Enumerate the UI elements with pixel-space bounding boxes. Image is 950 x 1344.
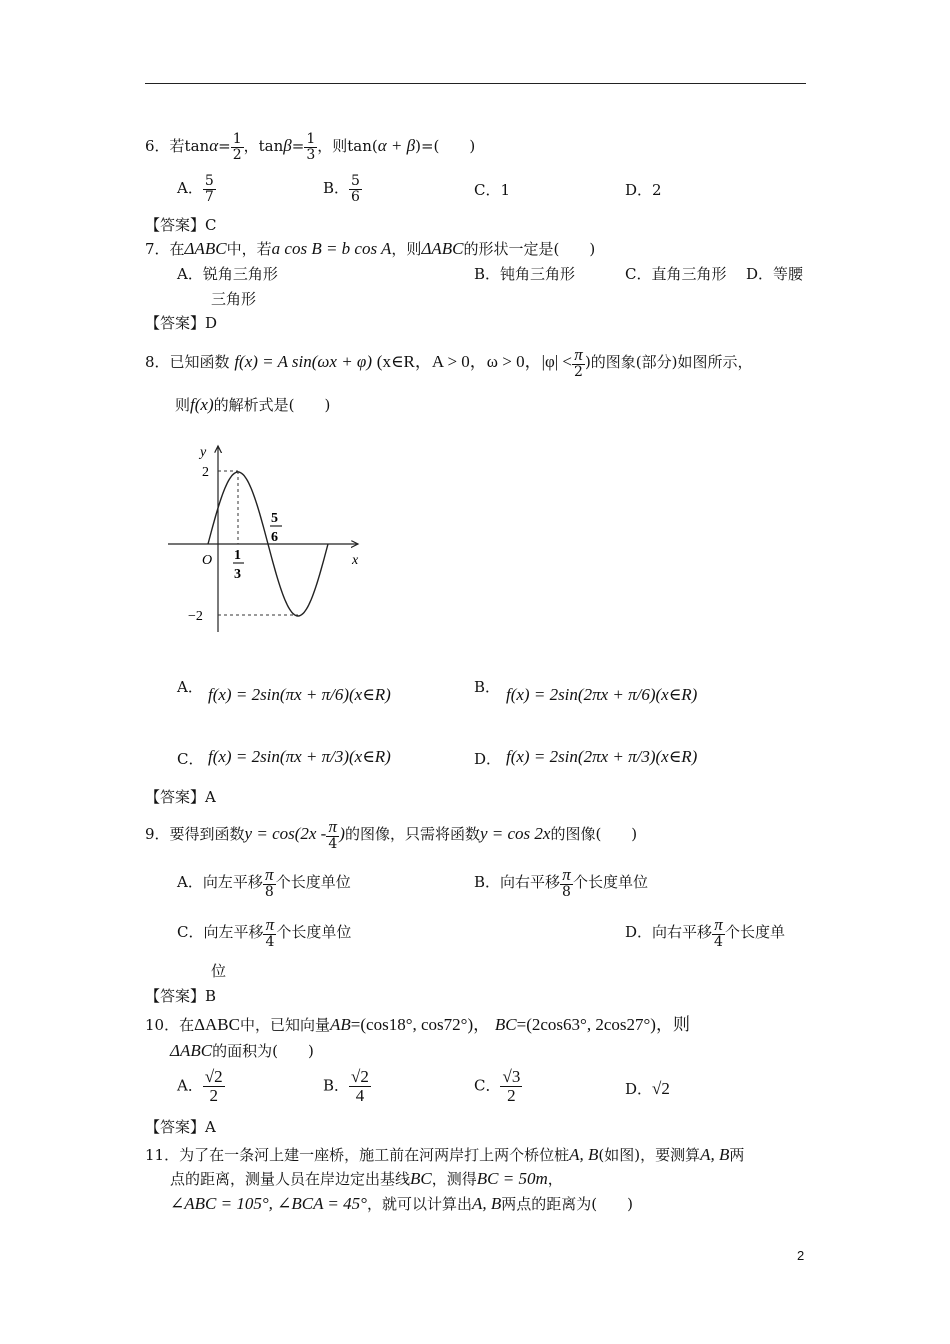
y-max-label: 2 [202, 465, 209, 480]
x1-numerator: 1 [234, 548, 241, 563]
q11-line1: 11．为了在一条河上建一座桥，施工前在河两岸打上两个桥位桩A, B(如图)，要测算A, B两 [145, 1145, 745, 1164]
q6-option-a[interactable]: A． $\frac{5}{7}$ [177, 173, 214, 205]
q6-option-b[interactable]: B． $\frac{5}{6}$ [323, 173, 360, 205]
q8-option-d-formula: f(x) = 2sin(2πx + π/3)(x∈R) [506, 747, 698, 766]
q7-option-b[interactable]: B．钝角三角形 [474, 265, 576, 283]
q10-option-d[interactable]: D．√2 [625, 1079, 670, 1098]
q10-option-a[interactable]: A． $\frac{√2}{2}$ [177, 1067, 223, 1105]
y-min-label: −2 [188, 609, 203, 624]
q8-option-d[interactable]: D． [474, 750, 502, 768]
x2-numerator: 5 [271, 511, 278, 526]
x1-denominator: 3 [234, 567, 241, 582]
fraction: $\frac{1}{3}$ [306, 131, 316, 163]
origin-label: O [202, 553, 213, 568]
q7-option-a[interactable]: A．锐角三角形 [177, 265, 278, 283]
q8-stem: 8．已知函数 f(x) = A sin(ωx + φ) (x∈R，A > 0，ω > 0，|φ| < $\frac{\pi}{2}$ )的图象(部分)如图所示， [145, 345, 753, 380]
x-axis-label: x [352, 553, 359, 568]
q6-option-c[interactable]: C．1 [474, 181, 511, 199]
q9-answer: 【答案】B [145, 987, 217, 1005]
q8-option-c[interactable]: C． [177, 750, 204, 768]
q10-option-c[interactable]: C． $\frac{√3}{2}$ [474, 1067, 521, 1105]
header-rule [145, 83, 806, 84]
q8-option-c-formula: f(x) = 2sin(πx + π/3)(x∈R) [208, 747, 391, 766]
q10-answer: 【答案】A [145, 1118, 216, 1136]
q10-option-b[interactable]: B． $\frac{√2}{4}$ [323, 1067, 369, 1105]
q7-option-d[interactable]: D．等腰 [746, 265, 804, 283]
q7-option-d-cont: 三角形 [211, 290, 257, 308]
fraction: $\frac{1}{2}$ [232, 131, 242, 163]
q8-answer: 【答案】A [145, 788, 216, 806]
q8-option-b-formula: f(x) = 2sin(2πx + π/6)(x∈R) [506, 685, 698, 704]
q8-option-a[interactable]: A． [177, 678, 203, 696]
q10-stem: 10．在ΔABC中，已知向量AB=(cos18°, cos72°)， BC=(2cos63°, 2cos27°)，则 [145, 1015, 690, 1034]
q9-option-d-cont: 位 [211, 962, 227, 980]
q7-answer: 【答案】D [145, 314, 218, 332]
q9-stem: 9．要得到函数y = cos(2x - $\frac{\pi}{4}$ )的图像，只需将函数y = cos 2x的图像( ) [145, 817, 638, 852]
q6-option-d[interactable]: D．2 [625, 181, 662, 199]
q8-stem-line2: 则f(x)的解析式是( ) [175, 395, 331, 414]
q9-option-b[interactable]: B．向右平移 $\frac{\pi}{8}$ 个长度单位 [474, 865, 648, 900]
x2-denominator: 6 [271, 530, 278, 545]
q7-stem: 7．在ΔABC中，若a cos B = b cos A，则ΔABC的形状一定是( ) [145, 239, 596, 258]
y-axis-label: y [200, 445, 207, 460]
q11-line3: ∠ABC = 105°, ∠BCA = 45°，就可以计算出A, B两点的距离为( ) [170, 1194, 633, 1213]
q9-option-a[interactable]: A．向左平移 $\frac{\pi}{8}$ 个长度单位 [177, 865, 351, 900]
q10-stem-line2: ΔABC的面积为( ) [170, 1041, 314, 1060]
q8-option-b[interactable]: B． [474, 678, 501, 696]
q8-sine-graph [160, 438, 370, 638]
q9-option-c[interactable]: C．向左平移 $\frac{\pi}{4}$ 个长度单位 [177, 915, 352, 950]
q6-stem: 6．若tanα= $\frac{1}{2}$ ，tanβ= $\frac{1}{3}$ ，则tan(α + β)=( ) [145, 131, 476, 163]
q8-option-a-formula: f(x) = 2sin(πx + π/6)(x∈R) [208, 685, 391, 704]
q11-line2: 点的距离，测量人员在岸边定出基线BC，测得BC = 50m， [170, 1169, 563, 1188]
page-number: 2 [797, 1248, 805, 1263]
q7-option-c[interactable]: C．直角三角形 [625, 265, 727, 283]
q6-answer: 【答案】C [145, 216, 217, 234]
q9-option-d[interactable]: D．向右平移 $\frac{\pi}{4}$ 个长度单 [625, 915, 785, 950]
